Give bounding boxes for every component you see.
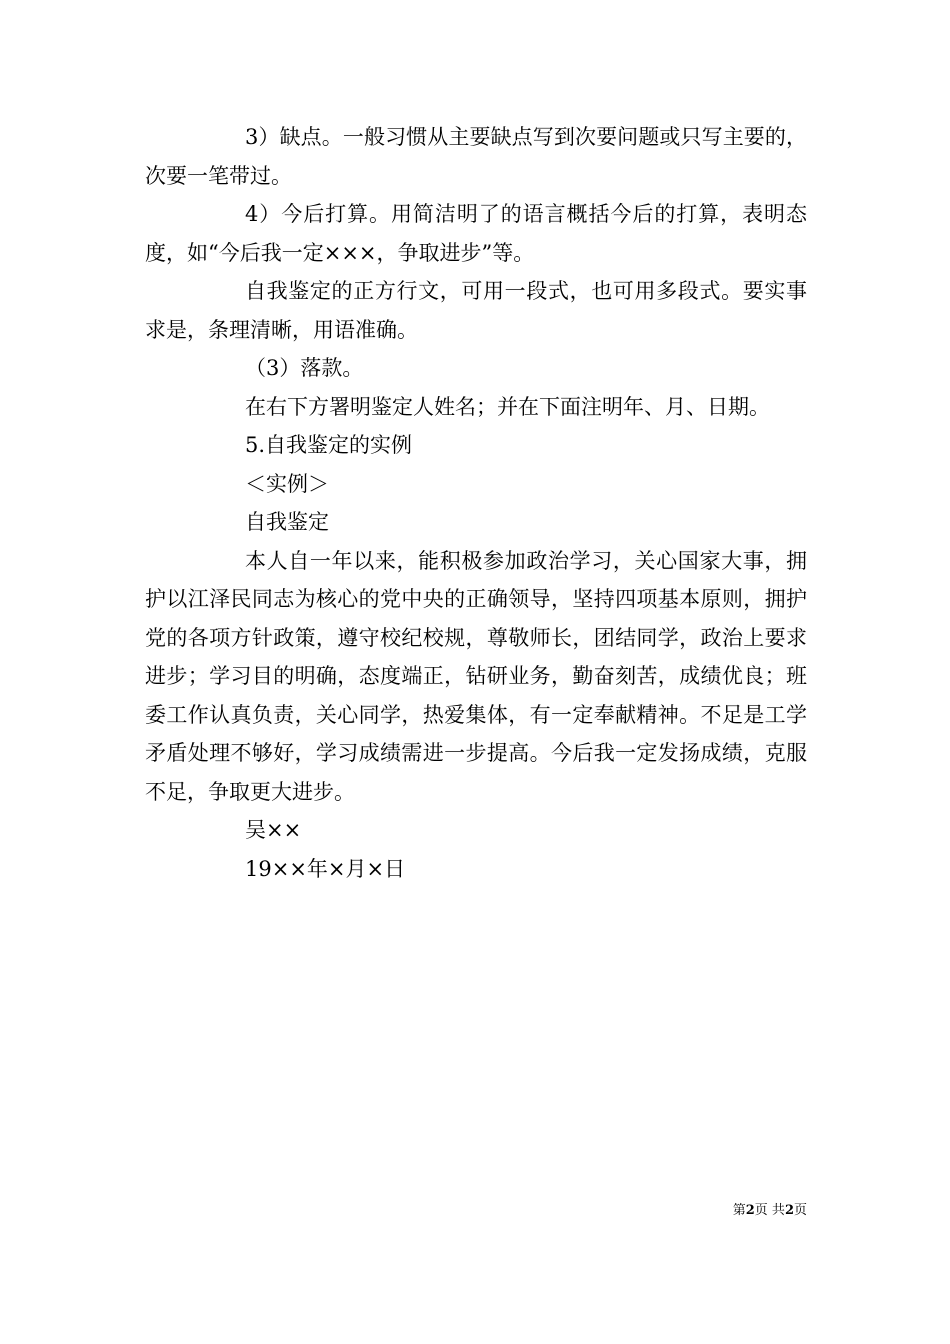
footer-total-pages: 2 xyxy=(784,1203,794,1218)
footer-current-page: 2 xyxy=(745,1203,755,1218)
paragraph-body-style: 自我鉴定的正方行文，可用一段式，也可用多段式。要实事求是，条理清晰，用语准确。 xyxy=(145,279,807,342)
paragraph-future-plans: 4）今后打算。用简洁明了的语言概括今后的打算，表明态度，如“今后我一定×××，争取进步”等。 xyxy=(145,202,807,265)
example-signature-name: 吴×× xyxy=(245,818,302,842)
document-body xyxy=(145,118,807,888)
footer-suffix: 页 xyxy=(793,1203,807,1218)
paragraph-signature-instructions: 在右下方署明鉴定人姓名；并在下面注明年、月、日期。 xyxy=(245,394,770,419)
section-heading-example: 5.自我鉴定的实例 xyxy=(245,433,413,457)
footer-middle: 页 共 xyxy=(754,1203,785,1218)
paragraph-shortcomings: 3）缺点。一般习惯从主要缺点写到次要问题或只写主要的，次要一笔带过。 xyxy=(145,125,807,188)
example-label: ＜实例＞ xyxy=(245,471,329,496)
example-body: 本人自一年以来，能积极参加政治学习，关心国家大事，拥护以江泽民同志为核心的党中央的正确领导，坚持四项基本原则，拥护党的各项方针政策，遵守校纪校规，尊敬师长，团结同学，政治上要求进步；学习目的明确，态度端正，钻研业务，勤奋刻苦，成绩优良；班委工作认真负责，关心同学，热爱集体，有一定奉献精神。不足是工学矛盾处理不够好，学习成绩需进一步提高。今后我一定发扬成绩，克服不足，争取更大进步。 xyxy=(145,548,807,804)
page-number-footer xyxy=(733,1201,807,1221)
paragraph-signature-heading: （3）落款。 xyxy=(245,356,364,380)
example-signature-date: 19××年×月×日 xyxy=(245,856,406,881)
example-title: 自我鉴定 xyxy=(245,510,329,534)
footer-prefix: 第 xyxy=(732,1203,746,1218)
